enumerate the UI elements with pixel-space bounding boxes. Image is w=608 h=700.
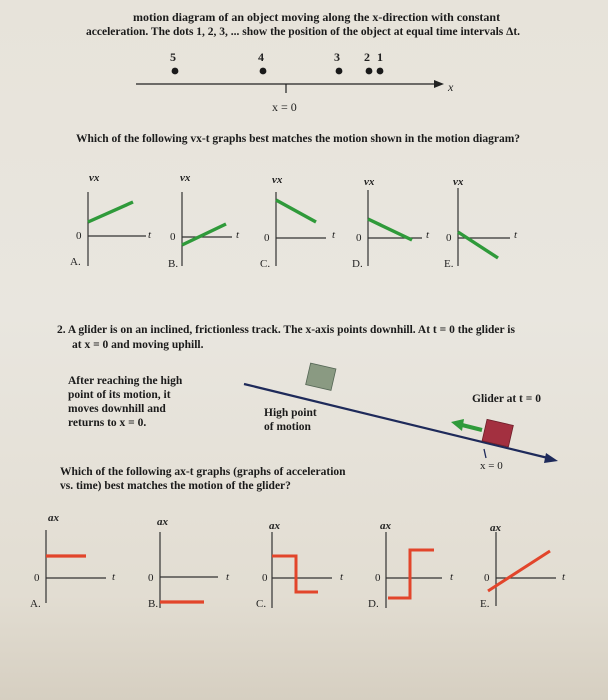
q2-e-zero: 0 (484, 572, 490, 584)
q1-e-t: t (514, 229, 518, 241)
q2-note-4: returns to x = 0. (68, 417, 147, 429)
q1-b-ylabel: vx (180, 172, 191, 184)
q2-b-letter: B. (148, 598, 159, 610)
q1-question: Which of the following vx-t graphs best matches the motion shown in the motion diagram? (76, 133, 521, 145)
dot-label-1: 1 (377, 50, 383, 64)
q2-c-ylabel: ax (269, 520, 280, 532)
q2-note-1: After reaching the high (68, 375, 183, 387)
q2-c-zero: 0 (262, 572, 268, 584)
q2-line2: at x = 0 and moving uphill. (72, 339, 204, 351)
q1-a-ylabel: vx (89, 172, 100, 184)
q2-d-t: t (450, 571, 454, 583)
q1-a-t: t (148, 229, 152, 241)
q2-note-2: point of its motion, it (68, 389, 171, 401)
q1-c-ylabel: vx (272, 174, 283, 186)
q1-e-letter: E. (444, 258, 454, 270)
q2-e-letter: E. (480, 598, 490, 610)
q2-a-ylabel: ax (48, 512, 59, 524)
motion-origin-label: x = 0 (272, 100, 297, 114)
q2-a-letter: A. (30, 598, 41, 610)
motion-axis-label: x (448, 80, 454, 94)
q2-graph-b (160, 532, 218, 608)
q2-d-letter: D. (368, 598, 379, 610)
q1-a-zero: 0 (76, 230, 82, 242)
q2-b-t: t (226, 571, 230, 583)
q1-b-letter: B. (168, 258, 179, 270)
q1-b-zero: 0 (170, 231, 176, 243)
q1-e-zero: 0 (446, 232, 452, 244)
q2-d-line (388, 550, 434, 598)
dot-label-5: 5 (170, 50, 176, 64)
q2-b-zero: 0 (148, 572, 154, 584)
q1-intro-line1: motion diagram of an object moving along the x-direction with constant (133, 10, 501, 24)
q2-a-t: t (112, 571, 116, 583)
q1-c-zero: 0 (264, 232, 270, 244)
q2-graph-e (488, 532, 556, 606)
q2-c-line (272, 556, 318, 592)
high-point-label-1: High point (264, 407, 317, 419)
q2-b-ylabel: ax (157, 516, 168, 528)
q2-line1: 2. A glider is on an inclined, frictionless track. The x-axis points downhill. At t = 0 the glider is (57, 324, 515, 336)
q2-d-ylabel: ax (380, 520, 391, 532)
q2-c-letter: C. (256, 598, 267, 610)
q2-c-t: t (340, 571, 344, 583)
dot-label-3: 3 (334, 50, 340, 64)
track-origin-label: x = 0 (480, 460, 503, 472)
q1-d-ylabel: vx (364, 176, 375, 188)
q2-a-zero: 0 (34, 572, 40, 584)
dot-label-2: 2 (364, 50, 370, 64)
q1-b-t: t (236, 229, 240, 241)
dot-label-4: 4 (258, 50, 264, 64)
high-point-label-2: of motion (264, 421, 311, 433)
q2-d-zero: 0 (375, 572, 381, 584)
q2-graph-c (272, 532, 332, 608)
q2-note-3: moves downhill and (68, 403, 166, 415)
q1-d-letter: D. (352, 258, 363, 270)
q1-intro-line2: acceleration. The dots 1, 2, 3, ... show the position of the object at equal time intervals Δt. (86, 26, 521, 38)
q2-question-line2: vs. time) best matches the motion of the glider? (60, 480, 291, 492)
q2-graph-d (386, 532, 442, 608)
q1-d-zero: 0 (356, 232, 362, 244)
glider-label: Glider at t = 0 (472, 393, 541, 405)
q1-a-letter: A. (70, 256, 81, 268)
q2-e-t: t (562, 571, 566, 583)
q1-e-ylabel: vx (453, 176, 464, 188)
q1-c-letter: C. (260, 258, 271, 270)
q1-c-t: t (332, 229, 336, 241)
q2-graph-a (46, 530, 106, 603)
q2-e-line (488, 551, 550, 591)
q2-question-line1: Which of the following ax-t graphs (graphs of acceleration (60, 466, 346, 478)
q2-e-ylabel: ax (490, 522, 501, 534)
q1-d-t: t (426, 229, 430, 241)
